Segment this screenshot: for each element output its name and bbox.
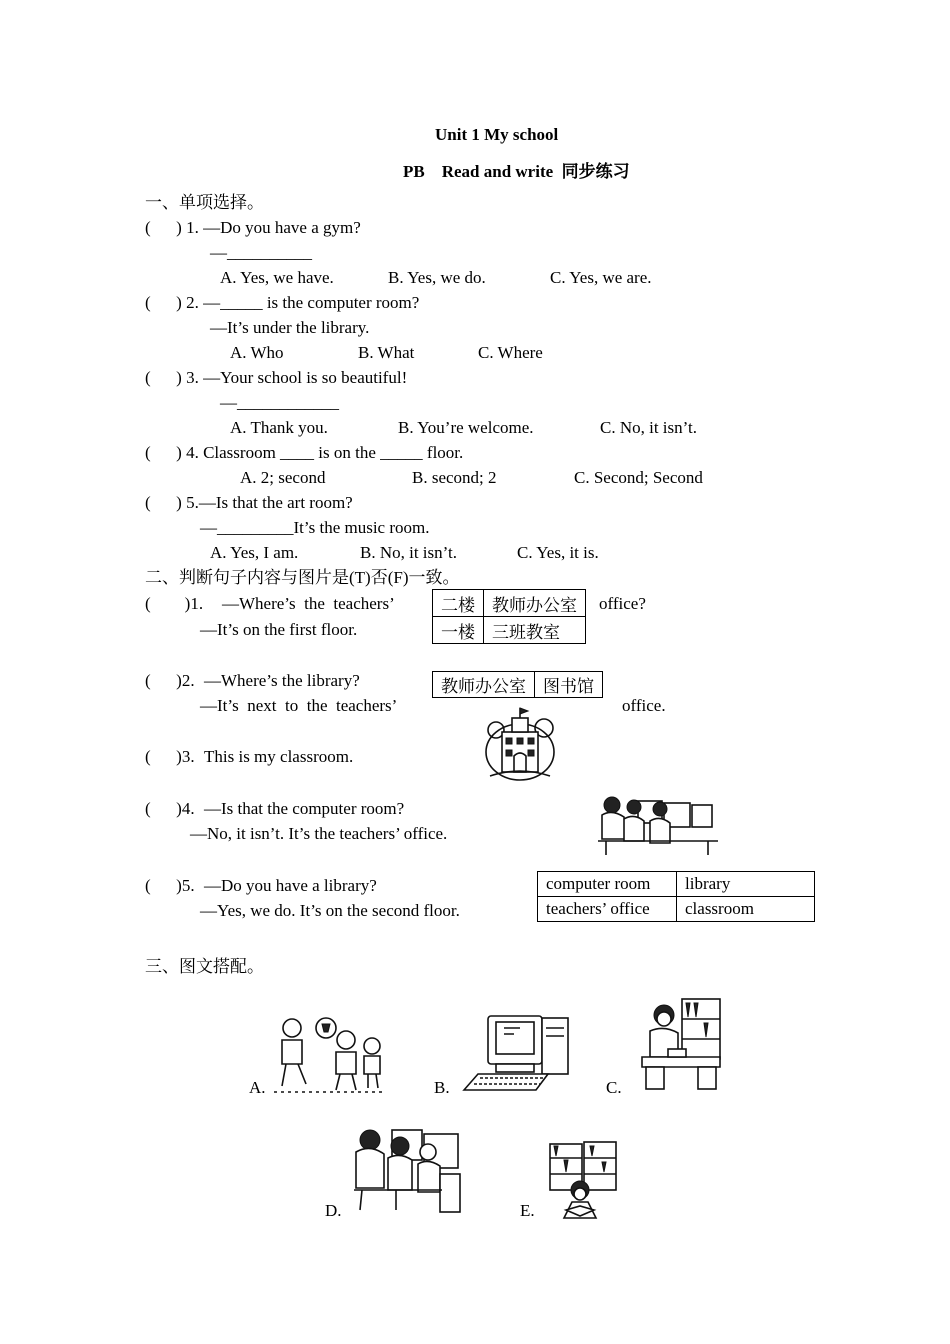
table-row — [538, 897, 815, 922]
s2-q4-line2: —No, it isn’t. It’s the teachers’ office. — [190, 824, 448, 843]
table-cell: 三班教室 — [484, 617, 586, 644]
school-building-image — [482, 706, 558, 782]
students-computers-image — [352, 1124, 464, 1214]
table-cell: 教师办公室 — [484, 590, 586, 617]
option-label-e: E. — [520, 1201, 535, 1220]
table-row — [433, 672, 603, 698]
option-label-c: C. — [606, 1078, 622, 1097]
s1-q1-option-c: C. Yes, we are. — [550, 268, 652, 287]
s1-q5-option-a: A. Yes, I am. — [210, 543, 299, 562]
s1-q2-stem: ( ) 2. —_____ is the computer room? — [145, 293, 420, 312]
s2-q2-line2-end: office. — [622, 696, 666, 715]
s1-q5-stem: ( ) 5.—Is that the art room? — [145, 493, 353, 512]
section2-heading: 二、判断句子内容与图片是(T)否(F)一致。 — [145, 568, 460, 587]
s2-q1-paren: ( )1. — [145, 594, 204, 613]
table-cell: 二楼 — [433, 590, 484, 617]
table-cell: classroom — [677, 897, 815, 922]
s1-q3-stem: ( ) 3. —Your school is so beautiful! — [145, 368, 408, 387]
s1-q1-answer: —__________ — [210, 243, 312, 262]
computer-room-image — [598, 795, 718, 857]
s1-q4-option-c: C. Second; Second — [574, 468, 703, 487]
option-label-a: A. — [249, 1078, 266, 1097]
s2-q1-line1-end: office? — [599, 594, 646, 613]
table-cell: 教师办公室 — [433, 672, 535, 698]
s1-q1-option-a: A. Yes, we have. — [220, 268, 334, 287]
s1-q2-answer: —It’s under the library. — [210, 318, 370, 337]
s1-q4-option-a: A. 2; second — [240, 468, 326, 487]
teacher-office-image — [638, 995, 724, 1093]
s2-q1-line1: —Where’s the teachers’ — [222, 594, 395, 613]
s2-q5-paren: ( )5. — [145, 876, 195, 895]
table-cell: library — [677, 872, 815, 897]
s1-q4-option-b: B. second; 2 — [412, 468, 497, 487]
s2-q5-room-table — [537, 871, 815, 922]
s2-q2-line1: —Where’s the library? — [204, 671, 360, 690]
page-title: Unit 1 My school — [435, 125, 559, 144]
section1-heading: 一、单项选择。 — [145, 193, 264, 212]
s1-q2-option-a: A. Who — [230, 343, 284, 362]
kids-football-image — [272, 1012, 387, 1094]
table-cell: 一楼 — [433, 617, 484, 644]
table-row — [538, 872, 815, 897]
s2-q2-line2: —It’s next to the teachers’ — [200, 696, 398, 715]
page-subtitle: PB Read and write 同步练习 — [403, 162, 630, 181]
s1-q5-option-c: C. Yes, it is. — [517, 543, 599, 562]
s1-q1-stem: ( ) 1. —Do you have a gym? — [145, 218, 361, 237]
option-label-d: D. — [325, 1201, 342, 1220]
s2-q1-line2: —It’s on the first floor. — [200, 620, 358, 639]
s1-q3-answer: —____________ — [220, 393, 339, 412]
s1-q5-option-b: B. No, it isn’t. — [360, 543, 457, 562]
table-row — [433, 617, 586, 644]
s2-q4-line1: —Is that the computer room? — [204, 799, 405, 818]
section3-heading: 三、图文搭配。 — [145, 957, 264, 976]
table-row — [433, 590, 586, 617]
s1-q5-answer: —_________It’s the music room. — [200, 518, 430, 537]
s1-q4-stem: ( ) 4. Classroom ____ is on the _____ floor. — [145, 443, 464, 462]
s1-q3-option-a: A. Thank you. — [230, 418, 328, 437]
s1-q3-option-c: C. No, it isn’t. — [600, 418, 697, 437]
s1-q2-option-c: C. Where — [478, 343, 543, 362]
s2-q3-line1: This is my classroom. — [204, 747, 354, 766]
s2-q5-line2: —Yes, we do. It’s on the second floor. — [200, 901, 460, 920]
s1-q1-option-b: B. Yes, we do. — [388, 268, 486, 287]
table-cell: computer room — [538, 872, 677, 897]
library-image — [546, 1138, 620, 1220]
s1-q3-option-b: B. You’re welcome. — [398, 418, 534, 437]
s2-q3-paren: ( )3. — [145, 747, 195, 766]
s2-q2-paren: ( )2. — [145, 671, 195, 690]
computer-image — [460, 1012, 572, 1094]
table-cell: 图书馆 — [535, 672, 603, 698]
s1-q2-option-b: B. What — [358, 343, 415, 362]
s2-q5-line1: —Do you have a library? — [204, 876, 377, 895]
s2-q1-floor-table — [432, 589, 586, 644]
table-cell: teachers’ office — [538, 897, 677, 922]
s2-q4-paren: ( )4. — [145, 799, 195, 818]
s2-q2-room-table — [432, 671, 603, 698]
option-label-b: B. — [434, 1078, 450, 1097]
